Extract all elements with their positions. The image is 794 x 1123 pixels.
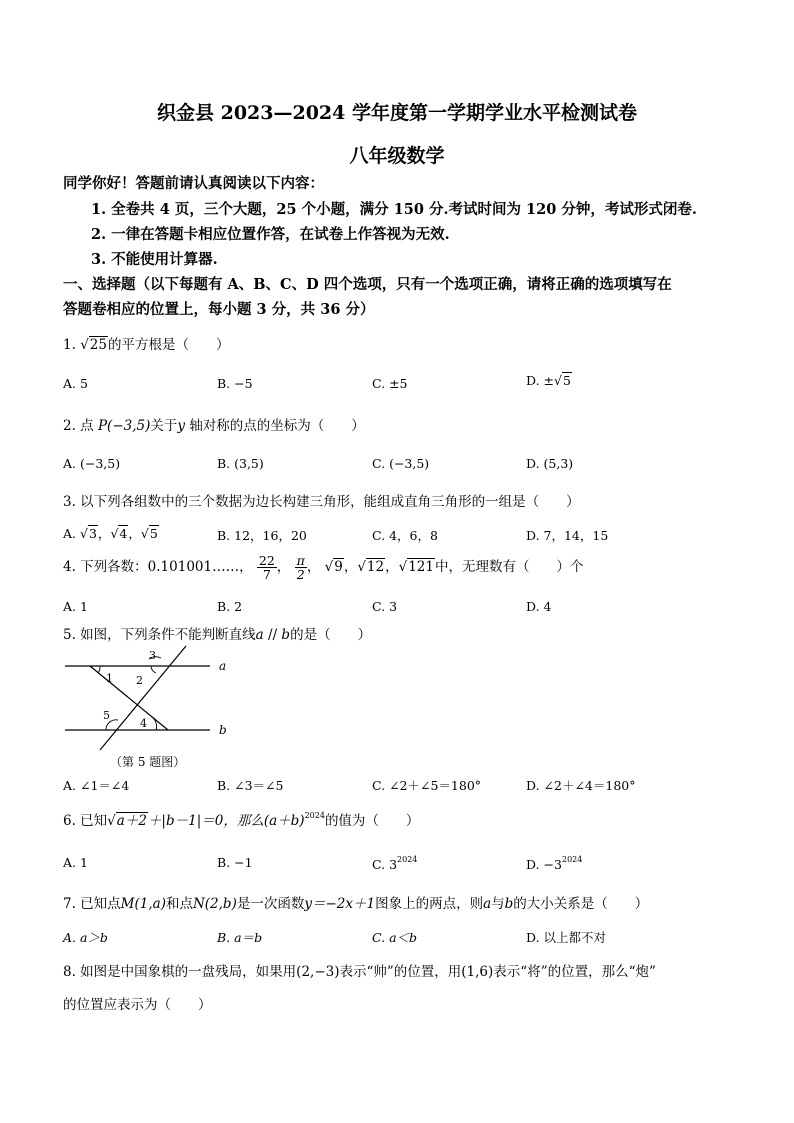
question-text: 轴对称的点的坐标为（ ） bbox=[189, 418, 365, 434]
figure-label-a: a bbox=[219, 659, 227, 673]
question-4-stem: 4. 下列各数：0.101001……， $\frac{22}{7}$ ， $\frac{\pi}{2}$ ， √9，√12，√121中，无理数有（ ）个 bbox=[63, 553, 584, 583]
q3-option-b: B. 12，16，20 bbox=[217, 528, 307, 543]
angle-label-5: 5 bbox=[103, 709, 110, 722]
angle-2-arc bbox=[151, 666, 156, 673]
equation-text: ＋|b－1|＝0，那么 bbox=[147, 813, 264, 829]
power-exponent: 2024 bbox=[397, 855, 418, 864]
q1-option-a: A. 5 bbox=[63, 376, 88, 391]
exam-subtitle: 八年级数学 bbox=[349, 145, 445, 167]
separator: ， bbox=[385, 559, 399, 576]
q7-option-d: D. 以上都不对 bbox=[526, 930, 607, 945]
question-6-stem: 6. 已知√a＋2＋|b－1|＝0，那么$(a+b)^{2024}$的值为（ ） bbox=[63, 811, 420, 829]
option-label: C. bbox=[372, 376, 386, 391]
question-text: 图象上的两点，则 bbox=[375, 896, 484, 912]
denominator: 7 bbox=[262, 567, 271, 583]
notice-item-2: 2. 一律在答题卡相应位置作答，在试卷上作答视为无效. bbox=[91, 226, 450, 243]
notice-item-1: 1. 全卷共 4 页，三个大题，25 个小题，满分 150 分.考试时间为 120 分钟，考试形式闭卷. bbox=[91, 201, 697, 218]
section-heading-line1: 一、选择题（以下每题有 A、B、C、D 四个选项，只有一个选项正确，请将正确的选项填写在 bbox=[63, 276, 672, 293]
transversal-2 bbox=[100, 646, 186, 750]
q4-option-b: B. 2 bbox=[217, 599, 243, 614]
question-text: 中，无理数有（ ）个 bbox=[435, 559, 584, 576]
question-text: 的值为（ ） bbox=[324, 813, 420, 829]
separator: ， bbox=[128, 526, 141, 541]
separator: ， bbox=[276, 559, 291, 576]
q1-option-d: D. ±√5 bbox=[526, 373, 571, 388]
transversal-1 bbox=[90, 666, 168, 730]
point-m: M(1,a) bbox=[120, 896, 166, 912]
q2-option-a: A. (−3,5) bbox=[63, 456, 121, 471]
question-text: 关于 bbox=[150, 418, 178, 434]
angle-label-4: 4 bbox=[140, 717, 147, 730]
q5-option-b: B. ∠3＝∠5 bbox=[217, 778, 284, 793]
notice-item-3: 3. 不能使用计算器. bbox=[91, 251, 218, 268]
point-n: N(2,b) bbox=[192, 896, 237, 912]
line-b-variable: b bbox=[281, 627, 291, 643]
radicand: a＋2 bbox=[116, 813, 147, 829]
denominator: 2 bbox=[296, 567, 305, 583]
radicand: 121 bbox=[408, 559, 434, 576]
q6-option-b: B. −1 bbox=[217, 855, 253, 870]
notice-greeting: 同学你好！答题前请认真阅读以下内容： bbox=[63, 175, 324, 192]
q7-option-b: B. a＝b bbox=[217, 930, 263, 945]
radicand: 9 bbox=[334, 559, 343, 576]
option-value: ±5 bbox=[389, 376, 408, 391]
angle-label-2: 2 bbox=[136, 674, 143, 687]
radicand: 5 bbox=[149, 526, 158, 541]
q4-option-a: A. 1 bbox=[63, 599, 88, 614]
radicand: 3 bbox=[88, 526, 97, 541]
parallel-symbol: // bbox=[263, 627, 282, 643]
q1-option-c bbox=[372, 376, 408, 391]
question-1-stem: 1. √25的平方根是（ ） bbox=[63, 337, 230, 353]
q5-option-c: C. ∠2＋∠5＝180° bbox=[372, 778, 482, 793]
question-text: 是一次函数 bbox=[236, 896, 305, 912]
separator: ， bbox=[306, 559, 321, 576]
question-text: 4. 下列各数：0.101001……， bbox=[63, 559, 253, 576]
q4-option-c: C. 3 bbox=[372, 599, 398, 614]
angle-label-3: 3 bbox=[149, 649, 156, 662]
axis-variable: y bbox=[177, 418, 186, 434]
angle-label-1: 1 bbox=[106, 672, 113, 685]
q3-option-d: D. 7，14，15 bbox=[526, 528, 609, 543]
question-text: 的大小关系是（ ） bbox=[513, 896, 649, 912]
question-7-stem bbox=[63, 892, 648, 912]
question-text: 5. 如图，下列条件不能判断直线 bbox=[63, 627, 256, 643]
line-a-variable: a bbox=[255, 627, 264, 643]
numerator: π bbox=[296, 553, 305, 568]
angle-1-arc bbox=[98, 666, 100, 673]
q3-option-c: C. 4，6，8 bbox=[372, 528, 438, 543]
question-number: 1. bbox=[63, 337, 76, 353]
question-text: 的平方根是（ ） bbox=[107, 337, 230, 353]
power-base: −3 bbox=[543, 857, 562, 872]
q5-option-a: A. ∠1＝∠4 bbox=[63, 778, 130, 793]
function-expression: y＝−2x＋1 bbox=[304, 896, 376, 912]
q6-option-d bbox=[526, 855, 582, 872]
q5-option-d: D. ∠2＋∠4＝180° bbox=[526, 778, 636, 793]
question-2-stem bbox=[63, 414, 365, 434]
point-expression: P(−3,5) bbox=[97, 418, 151, 434]
q2-option-b: B. (3,5) bbox=[217, 456, 264, 471]
angle-4-arc bbox=[152, 717, 157, 730]
question-text: 与 bbox=[491, 896, 505, 912]
q6-option-c bbox=[372, 855, 417, 872]
option-pm: ± bbox=[543, 373, 555, 388]
exam-title: 织金县 2023—2024 学年度第一学期学业水平检测试卷 bbox=[157, 102, 637, 124]
q6-option-a: A. 1 bbox=[63, 855, 88, 870]
power-exponent: 2024 bbox=[304, 811, 325, 820]
option-label: D. bbox=[526, 857, 540, 872]
q7-option-c: C. a＜b bbox=[372, 930, 418, 945]
option-label: A. bbox=[63, 526, 77, 541]
question-5-stem bbox=[63, 623, 371, 643]
question-text: 6. 已知 bbox=[63, 813, 108, 829]
radicand: 4 bbox=[119, 526, 128, 541]
separator: ， bbox=[97, 526, 111, 541]
question-3-stem: 3. 以下列各组数中的三个数据为边长构建三角形，能组成直角三角形的一组是（ ） bbox=[63, 494, 580, 510]
question-text: 2. 点 bbox=[63, 418, 94, 434]
separator: ， bbox=[343, 559, 358, 576]
q1-option-b: B. −5 bbox=[217, 376, 253, 391]
variable-a: a bbox=[483, 896, 492, 912]
question-8-line1: 8. 如图是中国象棋的一盘残局，如果用(2,−3)表示“帅”的位置，用(1,6)表示“将”的位置，那么“炮” bbox=[63, 964, 656, 980]
q5-parallel-lines-figure bbox=[60, 642, 240, 772]
q3-option-a: A. √3，√4，√5 bbox=[63, 526, 158, 541]
power-base: (a＋b) bbox=[263, 813, 305, 829]
radicand: 25 bbox=[89, 337, 107, 353]
power-exponent: 2024 bbox=[561, 855, 583, 864]
numerator: 22 bbox=[258, 553, 275, 568]
question-text: 的是（ ） bbox=[290, 627, 372, 643]
question-8-line2: 的位置应表示为（ ） bbox=[63, 997, 212, 1013]
figure-label-b: b bbox=[219, 723, 227, 737]
option-label: D. bbox=[526, 373, 540, 388]
q2-option-c: C. (−3,5) bbox=[372, 456, 430, 471]
question-text: 和点 bbox=[165, 896, 193, 912]
option-label: C. bbox=[372, 857, 386, 872]
radicand: 5 bbox=[563, 373, 571, 388]
radicand: 12 bbox=[366, 559, 385, 576]
section-heading-line2: 答题卷相应的位置上，每小题 3 分，共 36 分） bbox=[63, 301, 375, 318]
variable-b: b bbox=[504, 896, 514, 912]
q7-option-a: A. a＞b bbox=[63, 930, 108, 945]
question-text: 7. 已知点 bbox=[63, 896, 121, 912]
q4-option-d: D. 4 bbox=[526, 599, 552, 614]
fraction-pi-2 bbox=[295, 554, 307, 581]
q2-option-d: D. (5,3) bbox=[526, 456, 574, 471]
figure-caption: （第 5 题图） bbox=[110, 755, 186, 769]
power-base: 3 bbox=[389, 857, 398, 872]
fraction-22-7 bbox=[257, 554, 277, 581]
